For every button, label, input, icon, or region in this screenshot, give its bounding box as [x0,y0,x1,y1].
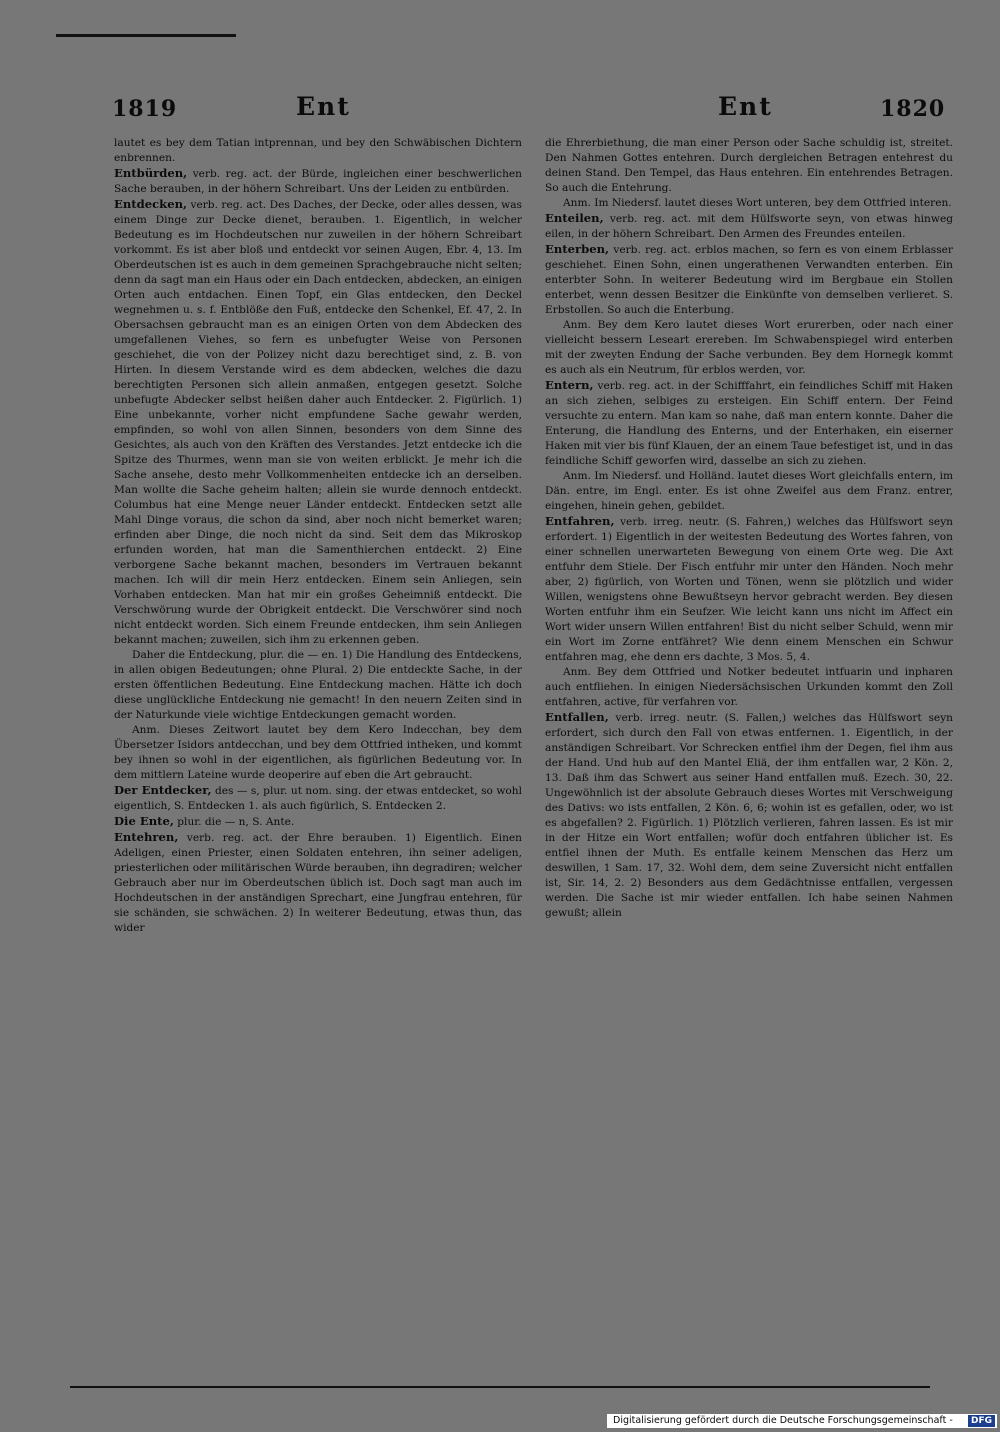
right-column [545,136,953,921]
entry-headword: Entdecken, [114,197,188,211]
dictionary-entry [114,783,522,814]
entry-text: die Ehrerbiethung, die man einer Person oder Sache schuldig ist, streitet. Den Nahmen Gottes entehren. Durch dergleichen Betragen entehrest du deinen Stand. Den Tempel, das Haus entehren. Ein entehrendes Betragen. So auch die Entehrung. [545,137,953,194]
right-catchword: Ent [718,92,773,121]
dictionary-entry [545,242,953,318]
entry-headword: Enteilen, [545,211,604,225]
entry-text: Daher die Entdeckung, plur. die — en. 1) Die Handlung des Entdeckens, in allen obigen Bedeutungen; ohne Plural. 2) Die entdeckte Sache, in der ersten öffentlichen Bedeutung. Eine Entdeckung machen. Hätte ich doch diese unglückliche Entdeckung nie gemacht! In den neuern Zeiten sind in der Naturkunde viele wichtige Entdeckungen gemacht worden. [114,649,522,721]
entry-headword: Entfallen, [545,710,609,724]
entry-text: Anm. Bey dem Kero lautet dieses Wort erurerben, oder nach einer vielleicht bessern Leseart erereben. Im Schwabenspiegel wird enterben mit der zweyten Endung der Sache verbunden. Bey dem Hornegk kommt es auch als ein Neutrum, für erblos werden, vor. [545,319,953,376]
entry-text: Anm. Im Niedersf. und Holländ. lautet dieses Wort gleichfalls entern, im Dän. entre, im Engl. enter. Es ist ohne Zweifel aus dem Franz. entrer, eingehen, hinein gehen, gebildet. [545,470,953,512]
entry-headword: Entern, [545,378,594,392]
entry-text: verb. reg. act. der Ehre berauben. 1) Eigentlich. Einen Adeligen, einen Priester, einen Soldaten entehren, ihn seiner adeligen, priesterlichen oder militärischen Würde berauben, ihn degradiren; welcher Gebrauch aber nur im Oberdeutschen üblich ist. Doch sagt man auch im Hochdeutschen in der anständigen Sprechart, eine Jungfrau entehren, für sie schänden, sie schwächen. 2) In weiterer Bedeutung, etwas thun, das wider [114,832,522,934]
entry-headword: Enterben, [545,242,610,256]
dictionary-entry [114,166,522,197]
dictionary-entry [114,830,522,936]
right-page-number: 1820 [880,96,946,122]
dictionary-entry [545,196,953,211]
entry-text: des — s, plur. ut nom. sing. der etwas entdecket, so wohl eigentlich, S. Entdecken 1. als auch figürlich, S. Entdecken 2. [114,785,523,812]
entry-headword: Der Entdecker, [114,783,212,797]
entry-text: verb. reg. act. der Bürde, ingleichen einer beschwerlichen Sache berauben, in der höhern Schreibart. Uns der Leiden zu entbürden. [114,168,522,195]
entry-headword: Entfahren, [545,514,615,528]
entry-text: Anm. Im Niedersf. lautet dieses Wort unteren, bey dem Ottfried interen. [563,197,952,209]
left-page-number: 1819 [112,96,178,122]
entry-text: plur. die — n, S. Ante. [173,816,295,828]
dictionary-entry [114,723,522,783]
entry-text: verb. reg. act. erblos machen, so fern es von einem Erblasser geschiehet. Einen Sohn, einen ungerathenen Verwandten enterben. Ein enterbter Sohn. In weiterer Bedeutung wird im Bergbaue ein Stollen enterbet, wenn dessen Besitzer die Einkünfte von demselben verlieret. S. Erbstollen. So auch die Enterbung. [545,244,953,316]
left-column [114,136,522,936]
entry-text: lautet es bey dem Tatian intprennan, und bey den Schwäbischen Dichtern enbrennen. [114,137,522,164]
dfg-logo: DFG [968,1415,995,1427]
dictionary-entry [114,136,522,166]
entry-headword: Die Ente, [114,814,174,828]
left-catchword: Ent [296,92,351,121]
dictionary-entry [545,211,953,242]
entry-text: verb. reg. act. Des Daches, der Decke, oder alles dessen, was einem Dinge zur Decke dienet, berauben. 1. Eigentlich, in welcher Bedeutung es im Hochdeutschen nur zuweilen in der höhern Schreibart vorkommt. Es ist aber bloß und entdeckt vor seinen Augen, Ebr. 4, 13. Im Oberdeutschen ist es auch in dem gemeinen Sprachgebrauche nicht selten; denn da sagt man ein Haus oder ein Dach entdecken, abdecken, an einigen Orten auch entdachen. Einen Topf, ein Glas entdecken, den Deckel wegnehmen u. s. f. Entblöße den Fuß, entdecke den Schenkel, Ef. 47, 2. In Obersachsen gebraucht man es an einigen Orten von dem Abdecken des umgefallenen Viehes, so fern es unbefugter Weise von Personen geschiehet, die von der Polizey nicht dazu berechtiget sind, z. B. von Hirten. In diesem Verstande wird es dem abdecken, welches die dazu berechtigten Personen sich allein anmaßen, entgegen gesetzt. Solche unbefugte Abdecker selbst heißen daher auch Entdecker. 2. Figürlich. 1) Eine unbekannte, vorher nicht empfundene Sache gewahr werden, empfinden, so wohl von allen Sinnen, besonders von dem Sinne des Gesichtes, als auch von den Kräften des Verstandes. Jetzt entdecke ich die Spitze des Thurmes, wenn man sie von weiten erblickt. Je mehr ich die Sache ansehe, desto mehr Vollkommenheiten entdecke ich an derselben. Man wollte die Sache geheim halten; allein sie wurde dennoch entdeckt. Columbus hat eine Menge neuer Länder entdeckt. Entdecken setzt alle Mahl Dinge voraus, die schon da sind, aber noch nicht bemerket waren; erfinden aber Dinge, die noch nicht da sind. Seit dem das Mikroskop erfunden worden, hat man die Samenthierchen entdeckt. 2) Eine verborgene Sache bekannt machen, besonders im Vertrauen bekannt machen. Ich will dir mein Herz entdecken. Einem sein Anliegen, sein Vorhaben entdecken. Man hat mir ein großes Geheimniß entdeckt. Die Verschwörung wurde der Obrigkeit entdeckt. Die Verschwörer sind noch nicht entdeckt worden. Sich einem Freunde entdecken, ihm sein Anliegen bekannt machen; zuweilen, sich ihm zu erkennen geben. [114,199,522,646]
dictionary-entry [545,710,953,921]
top-rule [56,34,236,37]
dictionary-entry [545,514,953,665]
dictionary-entry [114,814,522,830]
dictionary-entry [545,318,953,378]
dictionary-entry [545,136,953,196]
footer-banner [607,1414,997,1428]
footer-text: Digitalisierung gefördert durch die Deutsche Forschungsgemeinschaft - [613,1415,953,1426]
entry-text: Anm. Bey dem Ottfried und Notker bedeutet intfuarin und inpharen auch entfliehen. In einigen Niedersächsischen Urkunden kommt den Zoll entfahren, active, für verfahren vor. [545,666,953,708]
entry-headword: Entbürden, [114,166,188,180]
entry-text: verb. irreg. neutr. (S. Fahren,) welches das Hülfswort seyn erfordert. 1) Eigentlich in der weitesten Bedeutung des Wortes fahren, von einer schnellen unerwarteten Bewegung von einem Orte weg. Die Axt entfuhr dem Stiele. Der Fisch entfuhr mir unter den Händen. Noch mehr aber, 2) figürlich, von Worten und Tönen, wenn sie plötzlich und wider Willen, wenigstens ohne Bewußtseyn hervor gebracht werden. Bey diesen Worten entfuhr ihm ein Seufzer. Wie leicht kann uns nicht im Affect ein Wort wider unsern Willen entfahren! Bist du nicht selber Schuld, wenn mir ein Wort im Zorne entfähret? Wie denn einem Menschen ein Schwur entfahren mag, ehe denn ers dachte, 3 Mos. 5, 4. [545,516,953,663]
entry-text: verb. reg. act. mit dem Hülfsworte seyn, von etwas hinweg eilen, in der höhern Schreibart. Den Armen des Freundes enteilen. [545,213,953,240]
entry-text: verb. irreg. neutr. (S. Fallen,) welches das Hülfswort seyn erfordert, sich durch den Fall von etwas entfernen. 1. Eigentlich, in der anständigen Schreibart. Vor Schrecken entfiel ihm der Degen, fiel ihm aus der Hand. Und hub auf den Mantel Eliä, der ihm entfallen war, 2 Kön. 2, 13. Daß ihm das Schwert aus seiner Hand entfallen muß. Ezech. 30, 22. Ungewöhnlich ist der absolute Gebrauch dieses Wortes mit Verschweigung des Dativs: wo ists entfallen, 2 Kön. 6, 6; wohin ist es gefallen, oder, wo ist es abgefallen? 2. Figürlich. 1) Plötzlich verlieren, fahren lassen. Es ist mir in der Hitze ein Wort entfallen; wofür doch entfahren üblicher ist. Es entfiel ihnen der Muth. Es entfalle keinem Menschen das Herz um deswillen, 1 Sam. 17, 32. Wohl dem, dem seine Zuversicht nicht entfallen ist, Sir. 14, 2. 2) Besonders aus dem Gedächtnisse entfallen, vergessen werden. Die Sache ist mir wieder entfallen. Ich habe seinen Nahmen gewußt; allein [545,712,953,919]
entry-headword: Entehren, [114,830,179,844]
entry-text: Anm. Dieses Zeitwort lautet bey dem Kero Indecchan, bey dem Übersetzer Isidors antdecchan, und bey dem Ottfried intheken, und kommt bey ihnen so wohl in der eigentlichen, als figürlichen Bedeutung vor. In dem mittlern Lateine wurde deoperire auf eben die Art gebraucht. [114,724,522,781]
dictionary-entry [114,648,522,723]
bottom-rule [70,1386,930,1388]
dictionary-entry [545,378,953,469]
dictionary-entry [545,469,953,514]
dictionary-entry [545,665,953,710]
dictionary-entry [114,197,522,648]
entry-text: verb. reg. act. in der Schifffahrt, ein feindliches Schiff mit Haken an sich ziehen, selbiges zu ersteigen. Ein Schiff entern. Der Feind versuchte zu entern. Man kam so nahe, daß man entern konnte. Daher die Enterung, die Handlung des Enterns, und der Enterhaken, ein eiserner Haken mit vier bis fünf Klauen, der an einem Taue befestiget ist, und in das feindliche Schiff geworfen wird, dasselbe an sich zu ziehen. [545,380,953,467]
